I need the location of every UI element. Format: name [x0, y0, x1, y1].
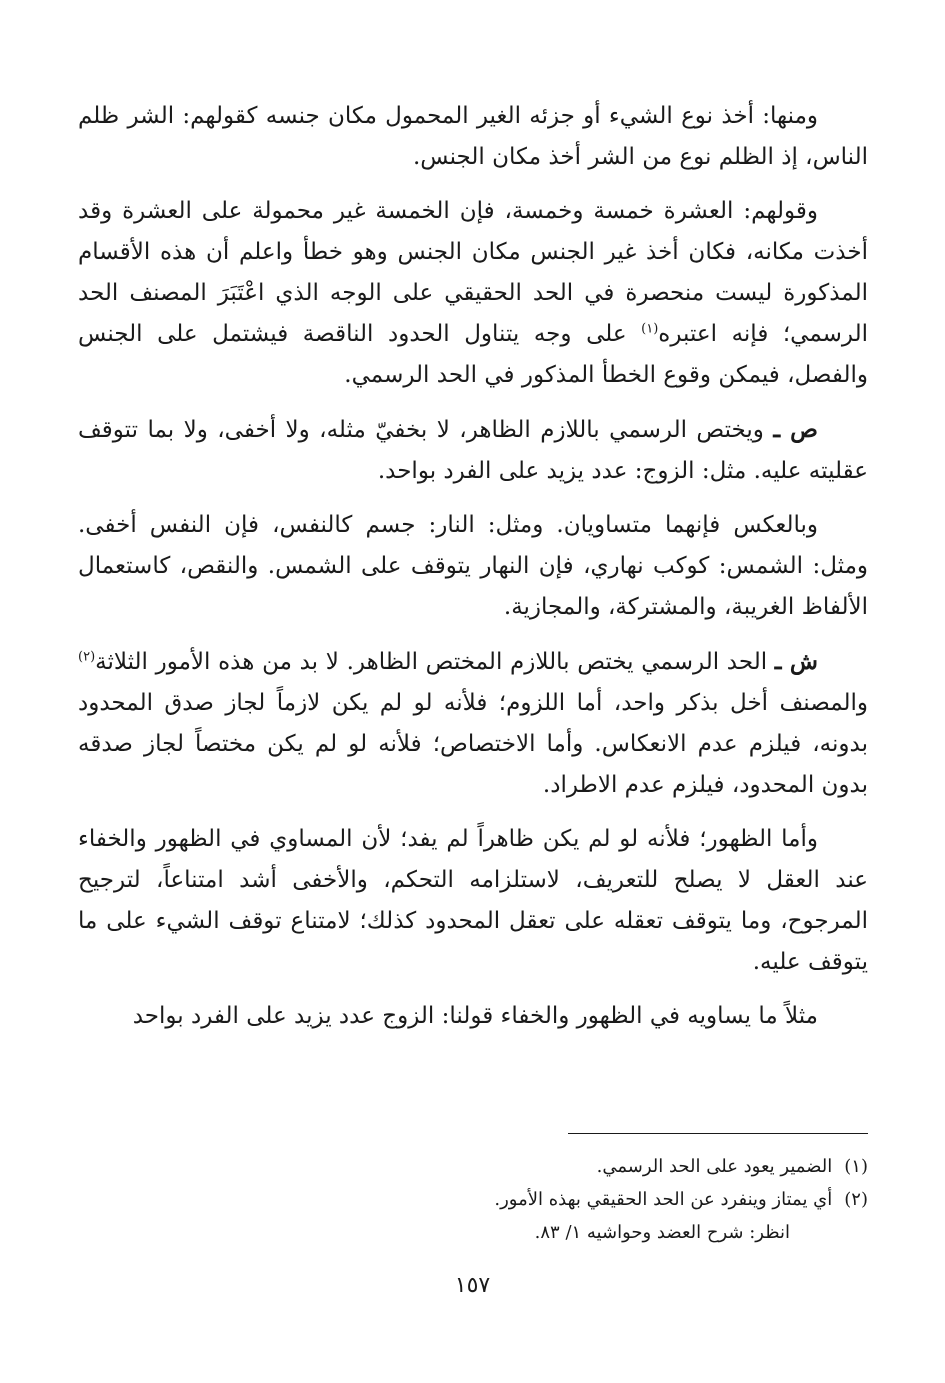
page-number: ١٥٧: [454, 1273, 491, 1298]
text-marker-sad: ص ـ: [773, 416, 818, 443]
footnote-ref-1[interactable]: (١): [641, 321, 659, 337]
footnote-2-text: أي يمتاز وينفرد عن الحد الحقيقي بهذه الأمور.: [494, 1189, 833, 1210]
paragraph-1-text: ومنها: أخذ نوع الشيء أو جزئه الغير المحمول مكان جنسه كقولهم: الشر ظلم الناس، إذ الظلم نوع من الشر أخذ مكان الجنس.: [78, 103, 868, 170]
paragraph-7-text: مثلاً ما يساويه في الظهور والخفاء قولنا: الزوج عدد يزيد على الفرد بواحد: [132, 1003, 818, 1029]
paragraph-6: [78, 819, 868, 983]
paragraph-4-text: وبالعكس فإنهما متساويان. ومثل: النار: جسم كالنفس، فإن النفس أخفى. ومثل: الشمس: كوكب نهاري، فإن النهار يتوقف على الشمس. والنقص، كاستعمال الألفاظ الغريبة، والمشتركة، والمجازية.: [78, 512, 868, 620]
paragraph-5: [78, 641, 868, 806]
paragraph-2: [78, 191, 868, 396]
footnote-1-text: الضمير يعود على الحد الرسمي.: [596, 1156, 833, 1177]
commentary-marker-shin: ش ـ: [774, 648, 818, 675]
footnote-source: انظر: شرح العضد وحواشيه ١/ ٨٣.: [534, 1222, 790, 1243]
footnote-2: [78, 1183, 868, 1216]
paragraph-2-text: وقولهم: العشرة خمسة وخمسة، فإن الخمسة غير محمولة على العشرة وقد أخذت مكانه، فكان أخذ غير الجنس مكان الجنس وهو خطأ واعلم أن هذه الأقسام المذكورة ليست منحصرة في الحد الحقيقي على الوجه الذي اعْتَبَرَ المصنف الحد الرسمي؛ فإنه اعتبره: [78, 198, 869, 347]
paragraph-1: [78, 96, 868, 178]
footnote-1-number: (١): [844, 1156, 868, 1177]
paragraph-3: [78, 409, 868, 492]
paragraph-5-text: الحد الرسمي يختص باللازم المختص الظاهر. لا بد من هذه الأمور الثلاثة: [95, 649, 775, 675]
footnote-2-number: (٢): [844, 1189, 868, 1210]
footnote-1: [78, 1150, 868, 1183]
paragraph-2-tail: على وجه يتناول الحدود الناقصة فيشتمل على الجنس والفصل، فيمكن وقوع الخطأ المذكور في الحد الرسمي.: [78, 321, 868, 388]
footnote-divider: [568, 1133, 868, 1134]
paragraph-6-text: وأما الظهور؛ فلأنه لو لم يكن ظاهراً لم يفد؛ لأن المساوي في الظهور والخفاء عند العقل لا يصلح للتعريف، لاستلزامه التحكم، والأخفى أشد امتناعاً، لترجيح المرجوح، وما يتوقف تعقله على تعقل المحدود كذلك؛ لامتناع توقف الشيء على ما يتوقف عليه.: [78, 826, 868, 975]
page-body: [78, 96, 868, 1050]
paragraph-5-tail: والمصنف أخل بذكر واحد، أما اللزوم؛ فلأنه لو لم يكن لازماً لجاز صدق المحدود بدونه، فيلزم عدم الانعكاس. وأما الاختصاص؛ فلأنه لو لم يكن مختصاً لجاز صدقه بدون المحدود، فيلزم عدم الاطراد.: [78, 690, 868, 798]
paragraph-4: [78, 505, 868, 628]
paragraph-3-text: ويختص الرسمي باللازم الظاهر، لا بخفيّ مثله، ولا أخفى، ولا بما تتوقف عقليته عليه. مثل: الزوج: عدد يزيد على الفرد بواحد.: [78, 417, 868, 484]
footnote-ref-2[interactable]: (٢): [78, 649, 96, 665]
paragraph-7: [78, 996, 868, 1037]
footnotes: [78, 1150, 868, 1249]
